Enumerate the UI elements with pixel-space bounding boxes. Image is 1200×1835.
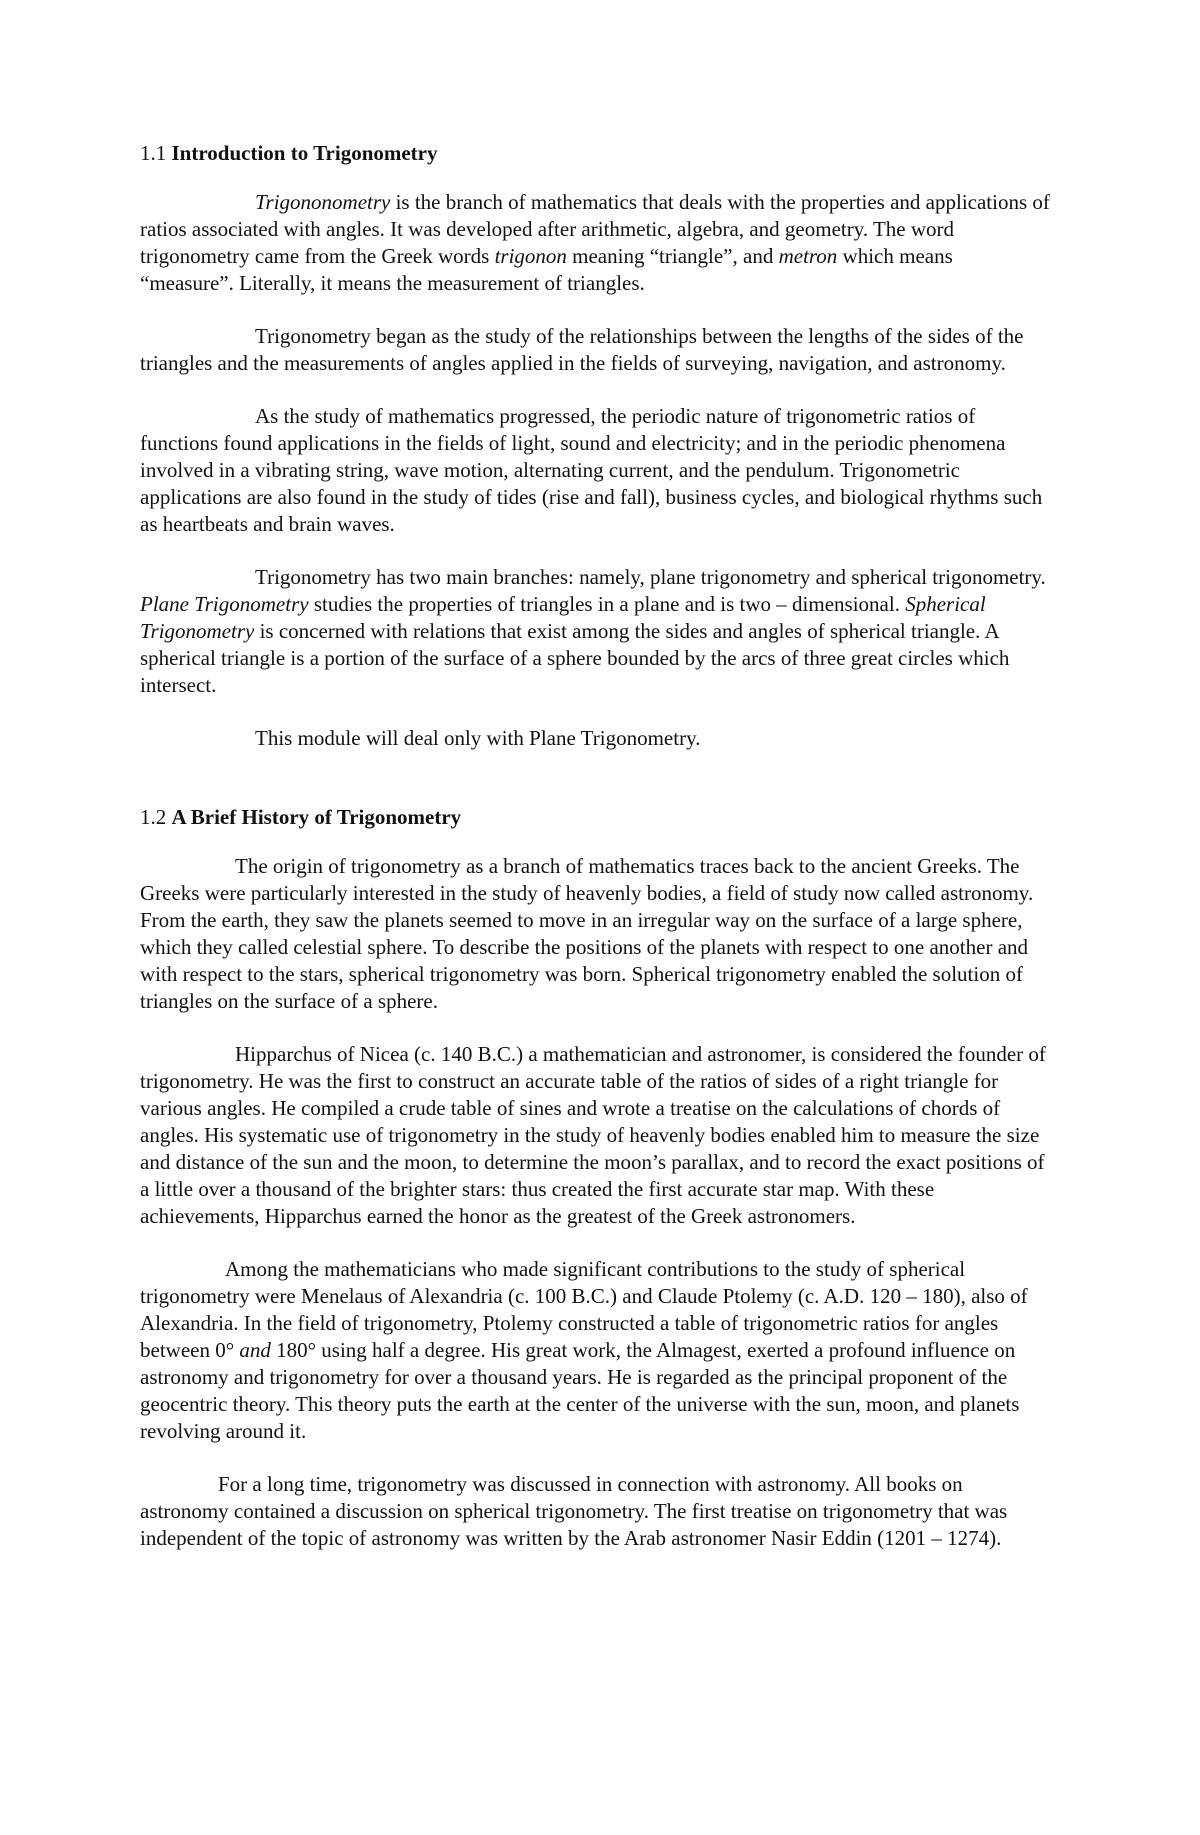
term-trigonometry: Trigononometry: [255, 190, 391, 214]
paragraph-definition: [140, 189, 1050, 297]
text-run: Among the mathematicians who made significant contributions to the study of spherical trigonometry were Menelaus of Alexandria (c. 100 B.C.) and Claude Ptolemy (c. A.D. 120 – 180), also of Alexandria. In the field of trigonometry, Ptolemy constructed a table of trigonometric ratios for angles between 0°: [140, 1257, 1028, 1362]
paragraph-applications: As the study of mathematics progressed, the periodic nature of trigonometric ratios of functions found applications in the fields of light, sound and electricity; and in the periodic phenomena involved in a vibrating string, wave motion, alternating current, and the pendulum. Trigonometric applications are also found in the study of tides (rise and fall), business cycles, and biological rhythms such as heartbeats and brain waves.: [140, 404, 1043, 536]
paragraph-nasir-eddin: For a long time, trigonometry was discussed in connection with astronomy. All books on astronomy contained a discussion on spherical trigonometry. The first treatise on trigonometry that was independent of the topic of astronomy was written by the Arab astronomer Nasir Eddin (1201 – 1274).: [140, 1472, 1008, 1550]
term-plane-trigonometry: Plane Trigonometry: [140, 592, 309, 616]
paragraph-module-scope: This module will deal only with Plane Trigonometry.: [255, 726, 701, 750]
text-run: Trigonometry has two main branches: namely, plane trigonometry and spherical trigonometry.: [255, 565, 1046, 589]
paragraph-origins: Trigonometry began as the study of the relationships between the lengths of the sides of the triangles and the measurements of angles applied in the fields of surveying, navigation, and astronomy.: [140, 324, 1024, 375]
text-run: is the branch of mathematics that deals with the properties and applications of ratios associated with angles. It was developed after arithmetic, algebra, and geometry. The word trigonometry came from the Greek words: [140, 190, 1050, 268]
paragraph-hipparchus: Hipparchus of Nicea (c. 140 B.C.) a mathematician and astronomer, is considered the founder of trigonometry. He was the first to construct an accurate table of the ratios of sides of a right triangle for various angles. He compiled a crude table of sines and wrote a treatise on the calculations of chords of angles. His systematic use of trigonometry in the study of heavenly bodies enabled him to measure the size and distance of the sun and the moon, to determine the moon’s parallax, and to record the exact positions of a little over a thousand of the brighter stars: thus created the first accurate star map. With these achievements, Hipparchus earned the honor as the greatest of the Greek astronomers.: [140, 1042, 1046, 1228]
section-number: 1.1: [140, 141, 167, 165]
section-title: Introduction to Trigonometry: [171, 141, 438, 165]
term-trigonon: trigonon: [494, 244, 567, 268]
section-number: 1.2: [140, 805, 167, 829]
term-metron: metron: [778, 244, 838, 268]
paragraph-greek-origin: The origin of trigonometry as a branch of mathematics traces back to the ancient Greeks. The Greeks were particularly interested in the study of heavenly bodies, a field of study now called astronomy. From the earth, they saw the planets seemed to move in an irregular way on the surface of a large sphere, which they called celestial sphere. To describe the positions of the planets with respect to one another and with respect to the stars, spherical trigonometry was born. Spherical trigonometry enabled the solution of triangles on the surface of a sphere.: [140, 854, 1034, 1013]
word-and: and: [239, 1338, 271, 1362]
text-run: 180° using half a degree. His great work, the Almagest, exerted a profound influence on astronomy and trigonometry for over a thousand years. He is regarded as the principal proponent of the geocentric theory. This theory puts the earth at the center of the universe with the sun, moon, and planets revolving around it.: [140, 1338, 1020, 1443]
section-heading-history: [140, 804, 1050, 831]
term-spherical-trigonometry: Spherical Trigonometry: [140, 592, 986, 643]
text-run: meaning “triangle”, and: [566, 244, 779, 268]
text-run: is concerned with relations that exist among the sides and angles of spherical triangle. A spherical triangle is a portion of the surface of a sphere bounded by the arcs of three great circles which intersect.: [140, 619, 1010, 697]
paragraph-ptolemy: [140, 1256, 1050, 1445]
section-title: A Brief History of Trigonometry: [171, 805, 462, 829]
paragraph-branches: [140, 564, 1050, 699]
section-spacer: [140, 778, 1050, 804]
text-run: which means “measure”. Literally, it means the measurement of triangles.: [140, 244, 953, 295]
section-heading-introduction: [140, 140, 1050, 167]
document-page: [140, 140, 1050, 1578]
text-run: studies the properties of triangles in a plane and is two – dimensional.: [308, 592, 906, 616]
